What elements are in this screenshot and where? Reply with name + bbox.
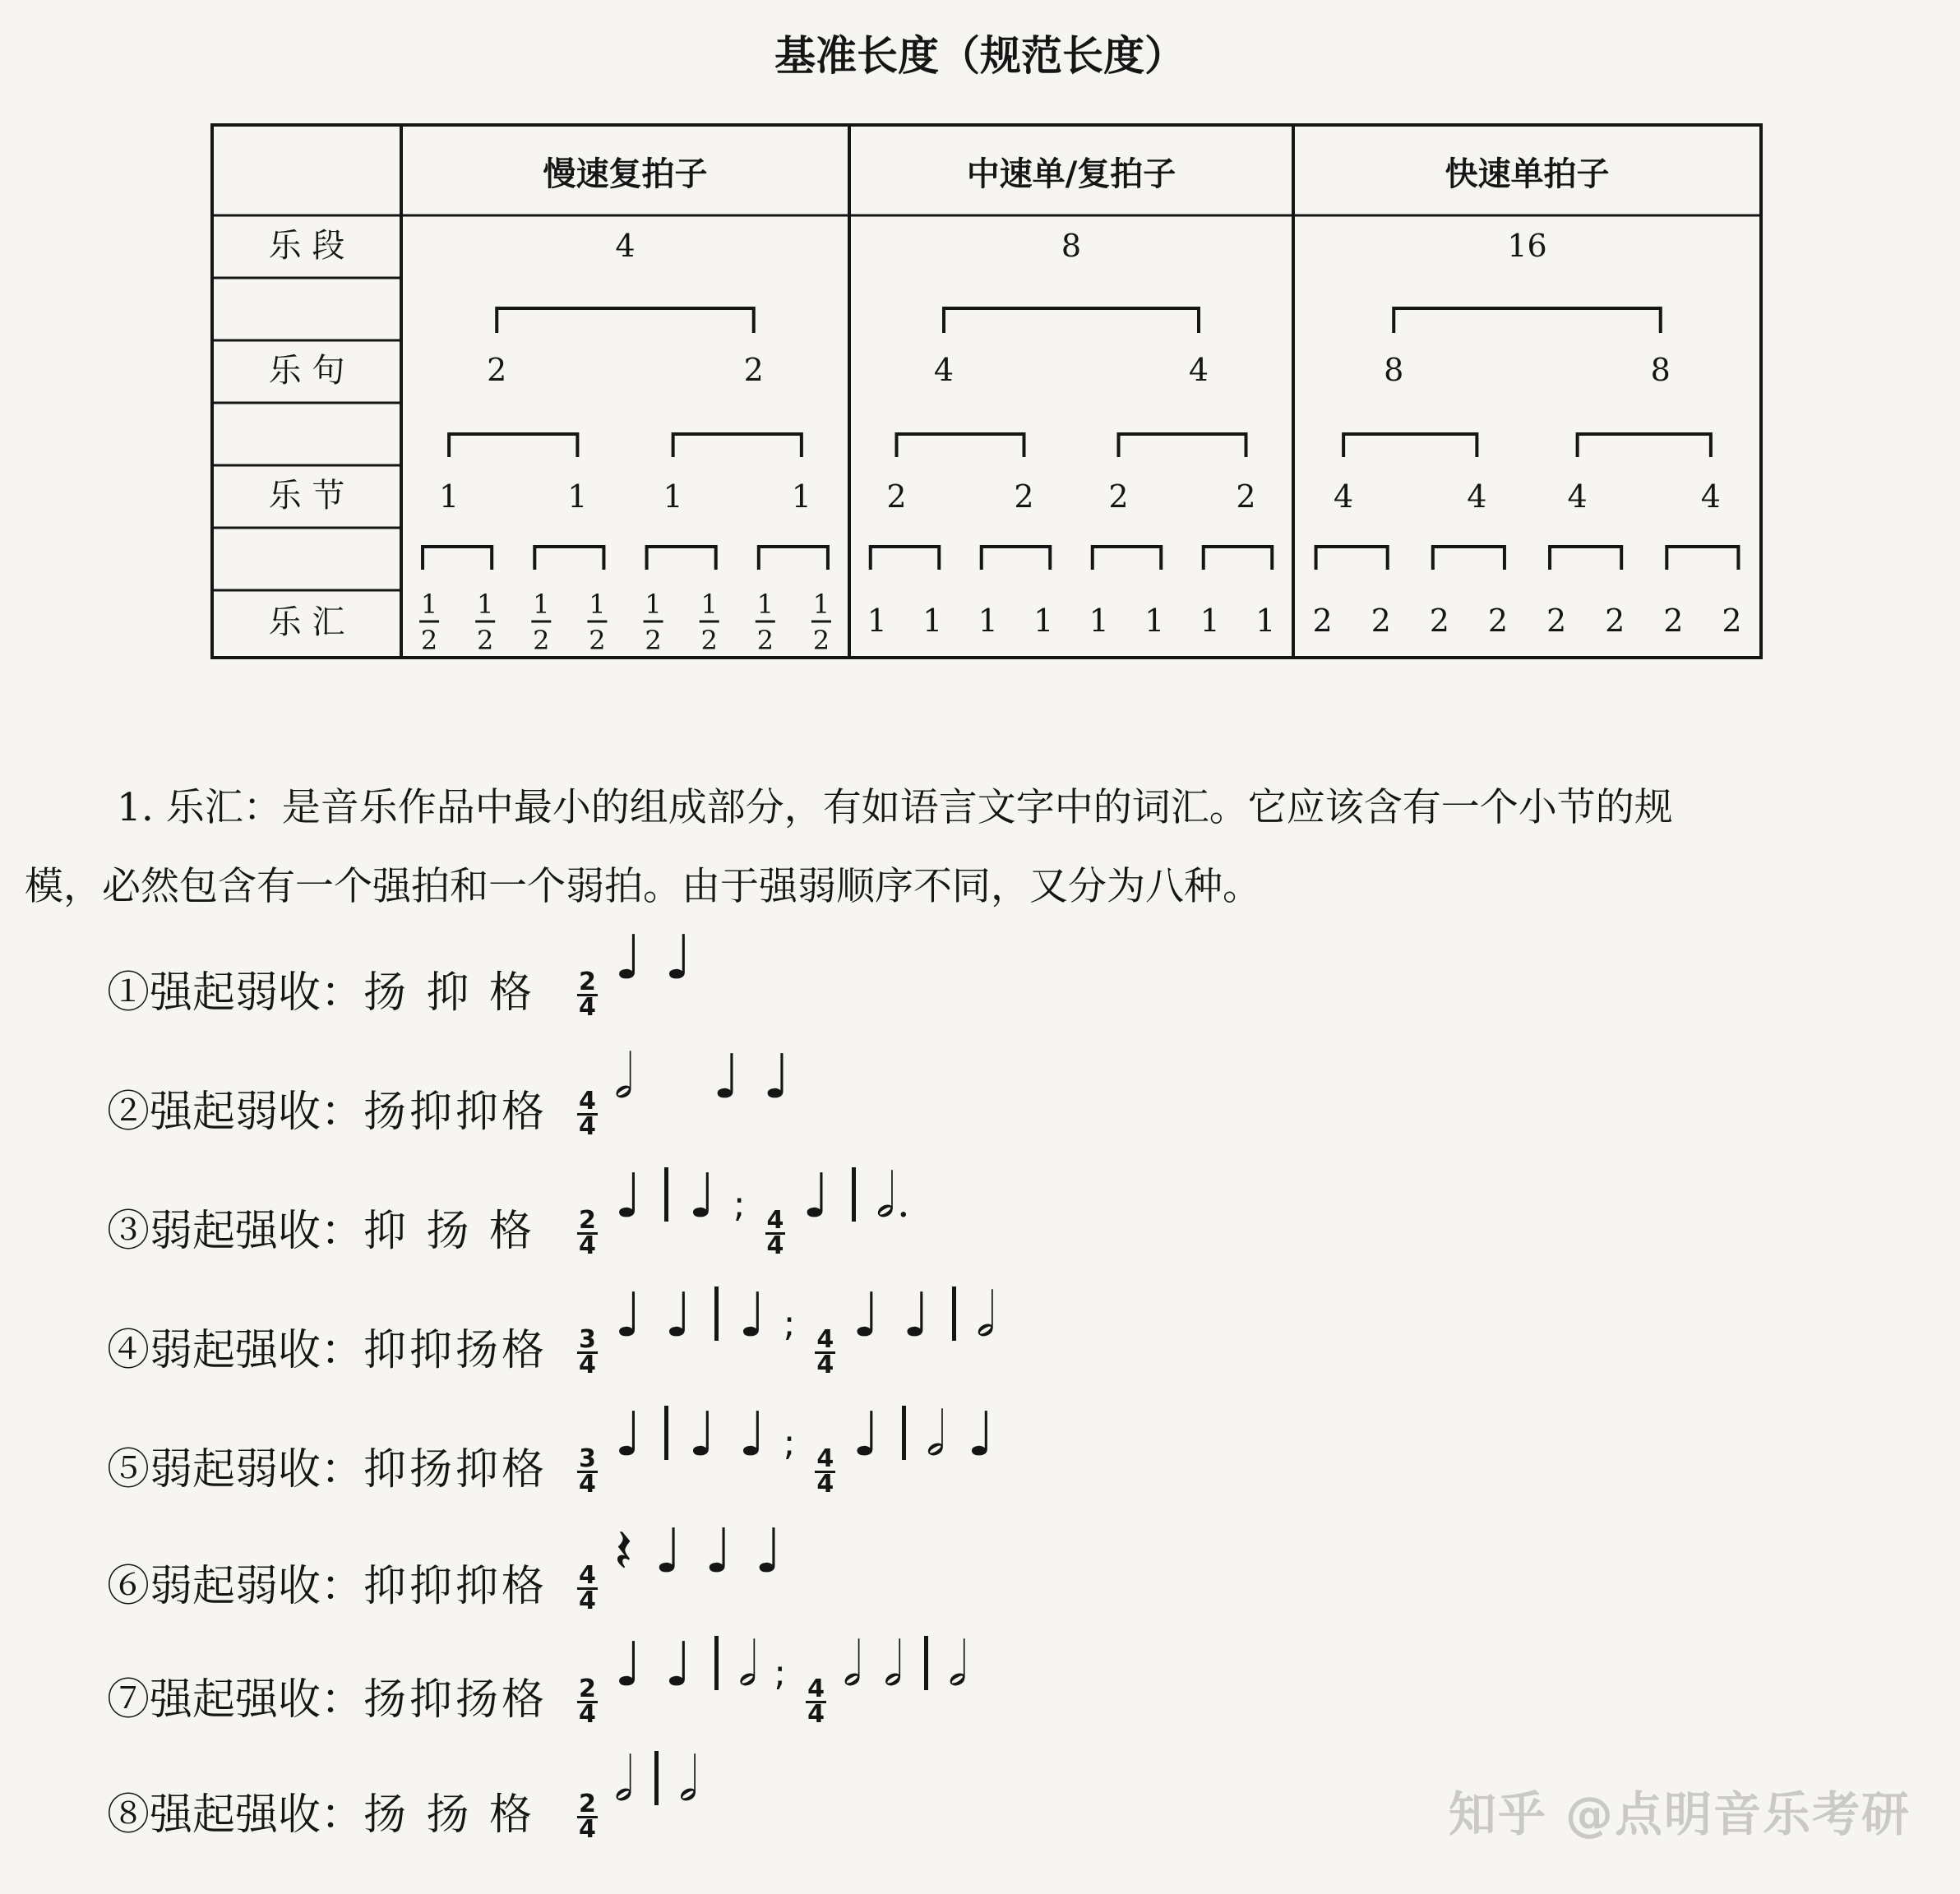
example-row-6 <box>107 1516 804 1615</box>
quarter-note: ♩ <box>663 1629 693 1700</box>
example-pattern: 扬抑抑格 <box>363 1088 548 1137</box>
length-table <box>0 0 1960 674</box>
quarter-note: ♩ <box>737 1399 767 1470</box>
ju-value-2-2: 4 <box>1188 352 1209 388</box>
row-label-2: 乐 句 <box>268 352 345 390</box>
bar-line <box>902 1406 906 1460</box>
paragraph-line-2: 模，必然包含有一个强拍和一个弱拍。由于强弱顺序不同，又分为八种。 <box>25 864 1261 909</box>
example-label: ⑥弱起弱收： <box>107 1562 364 1611</box>
example-label: ③弱起强收： <box>107 1207 364 1256</box>
half-note: 𝅗𝅥 <box>948 1629 968 1700</box>
half-note: 𝅗𝅥 <box>883 1629 904 1700</box>
quarter-rest: 𝄽 <box>613 1516 633 1587</box>
example-label: ⑤弱起弱收： <box>107 1445 364 1494</box>
bracket-jie-1-3 <box>647 547 716 570</box>
bar-line <box>664 1167 668 1222</box>
hui-value-1-7: 1 <box>756 589 774 620</box>
jie-value-2-4: 2 <box>1236 478 1256 515</box>
bracket-duan-2 <box>944 308 1199 333</box>
quarter-note: ♩ <box>654 1516 683 1587</box>
bar-line <box>924 1636 928 1690</box>
table-border <box>212 125 1761 658</box>
example-label: ④弱起强收： <box>107 1326 364 1375</box>
hui-value-3-6: 2 <box>1605 603 1625 639</box>
time-signature: $\frac{4}{4}$ <box>579 1561 596 1615</box>
example-pattern: 扬 扬 格 <box>363 1790 536 1840</box>
hui-value-3-2: 2 <box>1371 603 1391 639</box>
hui-value-2-2: 1 <box>922 603 943 639</box>
separator: ; <box>774 1652 787 1694</box>
quarter-note: ♩ <box>613 922 643 993</box>
bracket-ju-3-2 <box>1578 434 1711 457</box>
jie-value-1-1: 1 <box>439 478 460 515</box>
time-signature: $\frac{2}{4}$ <box>579 1790 596 1844</box>
quarter-note: ♩ <box>613 1629 643 1700</box>
bracket-ju-2-1 <box>897 434 1024 457</box>
example-row-3 <box>107 1161 927 1260</box>
bar-line <box>852 1167 856 1222</box>
bar-line <box>654 1751 659 1805</box>
quarter-note: ♩ <box>613 1280 643 1351</box>
example-pattern: 扬 抑 格 <box>363 968 536 1018</box>
time-signature: $\frac{4}{4}$ <box>579 1087 596 1141</box>
row-label-1: 乐 段 <box>268 227 345 265</box>
bracket-ju-1-1 <box>449 434 577 457</box>
rhythm-notation <box>577 1042 812 1141</box>
half-note: 𝅗𝅥 <box>613 1042 634 1112</box>
jie-value-1-2: 1 <box>567 478 588 515</box>
quarter-note: ♩ <box>663 1280 693 1351</box>
half-note: 𝅗𝅥 <box>842 1629 862 1700</box>
ju-value-1-1: 2 <box>487 352 507 388</box>
table-header-3: 快速单拍子 <box>1445 155 1610 193</box>
half-note: 𝅗𝅥 <box>926 1399 945 1470</box>
quarter-note: ♩ <box>852 1280 881 1351</box>
ju-value-3-1: 8 <box>1384 352 1404 388</box>
hui-denominator-1-5: 2 <box>645 625 662 656</box>
bracket-duan-1 <box>497 308 754 333</box>
bar-line <box>714 1636 719 1690</box>
rhythm-notation <box>577 1516 804 1615</box>
time-signature: $\frac{4}{4}$ <box>816 1444 834 1499</box>
duan-value-2: 8 <box>1061 228 1082 264</box>
hui-value-3-7: 2 <box>1663 603 1684 639</box>
bar-line <box>714 1287 719 1341</box>
jie-value-3-1: 4 <box>1334 478 1354 515</box>
rhythm-notation <box>577 1744 719 1844</box>
hui-value-2-5: 1 <box>1089 603 1109 639</box>
watermark: 知乎 @点明音乐考研 <box>1448 1786 1911 1842</box>
bracket-jie-2-1 <box>871 547 940 570</box>
jie-value-3-3: 4 <box>1567 478 1588 515</box>
example-label: ①强起弱收： <box>107 968 364 1018</box>
hui-denominator-1-1: 2 <box>420 625 438 656</box>
hui-denominator-1-2: 2 <box>477 625 494 656</box>
time-signature: $\frac{4}{4}$ <box>816 1325 834 1379</box>
hui-value-3-5: 2 <box>1546 603 1567 639</box>
bracket-jie-2-4 <box>1204 547 1273 570</box>
quarter-note: ♩ <box>902 1280 931 1351</box>
hui-value-2-1: 1 <box>867 603 887 639</box>
quarter-note: ♩ <box>687 1399 717 1470</box>
example-row-5 <box>107 1399 1017 1499</box>
half-note: 𝅗𝅥 <box>613 1744 634 1815</box>
bracket-ju-1-2 <box>673 434 802 457</box>
bracket-ju-2-2 <box>1119 434 1246 457</box>
jie-value-2-3: 2 <box>1108 478 1129 515</box>
time-signature: $\frac{2}{4}$ <box>579 1206 596 1260</box>
ju-value-3-2: 8 <box>1650 352 1671 388</box>
example-pattern: 抑扬抑格 <box>363 1445 548 1494</box>
bracket-jie-3-2 <box>1433 547 1505 570</box>
rhythm-notation <box>577 1280 1017 1379</box>
example-row-4 <box>107 1280 1017 1379</box>
hui-value-2-8: 1 <box>1255 603 1276 639</box>
quarter-note: ♩ <box>762 1042 792 1112</box>
bar-line <box>664 1406 668 1460</box>
hui-denominator-1-3: 2 <box>533 625 550 656</box>
quarter-note: ♩ <box>852 1399 881 1470</box>
quarter-note: ♩ <box>687 1161 717 1231</box>
half-note: 𝅗𝅥 <box>737 1629 758 1700</box>
half-note: 𝅗𝅥 <box>678 1744 698 1815</box>
time-signature: $\frac{3}{4}$ <box>579 1325 596 1379</box>
hui-value-1-3: 1 <box>533 589 550 620</box>
hui-value-1-4: 1 <box>589 589 606 620</box>
time-signature: $\frac{2}{4}$ <box>579 1675 596 1729</box>
bracket-jie-1-4 <box>759 547 828 570</box>
jie-value-3-2: 4 <box>1467 478 1487 515</box>
bracket-jie-3-4 <box>1666 547 1738 570</box>
example-pattern: 抑抑抑格 <box>363 1562 548 1611</box>
row-label-4: 乐 汇 <box>268 603 345 641</box>
bar-line <box>952 1287 956 1341</box>
separator: ; <box>783 1303 796 1345</box>
rhythm-notation <box>577 1629 989 1729</box>
example-label: ⑦强起强收： <box>107 1675 364 1725</box>
ju-value-2-1: 4 <box>933 352 955 388</box>
table-header-1: 慢速复拍子 <box>543 155 708 193</box>
hui-value-2-7: 1 <box>1200 603 1220 639</box>
hui-value-3-1: 2 <box>1312 603 1333 639</box>
hui-value-2-6: 1 <box>1144 603 1165 639</box>
quarter-note: ♩ <box>754 1516 784 1587</box>
dot: . <box>896 1179 910 1226</box>
page-title: 基准长度（规范长度） <box>774 32 1186 80</box>
jie-value-3-4: 4 <box>1700 478 1721 515</box>
dotted-half-note: 𝅗𝅥 <box>876 1161 895 1231</box>
jie-value-2-1: 2 <box>886 478 907 515</box>
paragraph-line-1: 1. 乐汇：是音乐作品中最小的组成部分，有如语言文字中的词汇。它应该含有一个小节的规 <box>117 785 1673 830</box>
quarter-note: ♩ <box>704 1516 733 1587</box>
time-signature: $\frac{4}{4}$ <box>807 1675 825 1729</box>
bracket-jie-2-3 <box>1093 547 1162 570</box>
jie-value-2-2: 2 <box>1014 478 1034 515</box>
hui-value-1-1: 1 <box>420 589 438 620</box>
jie-value-1-3: 1 <box>663 478 683 515</box>
bracket-jie-3-3 <box>1550 547 1621 570</box>
quarter-note: ♩ <box>663 922 693 993</box>
example-row-1 <box>107 922 714 1022</box>
hui-value-3-3: 2 <box>1429 603 1449 639</box>
separator: ; <box>783 1422 796 1464</box>
bracket-jie-1-2 <box>534 547 603 570</box>
example-label: ⑧强起强收： <box>107 1790 364 1840</box>
table-header-2: 中速单/复拍子 <box>966 155 1176 193</box>
hui-value-2-4: 1 <box>1033 603 1054 639</box>
separator: ; <box>733 1184 746 1226</box>
row-label-3: 乐 节 <box>268 477 345 515</box>
bracket-jie-1-1 <box>423 547 492 570</box>
intro-paragraph <box>25 769 1940 926</box>
hui-value-1-2: 1 <box>477 589 494 620</box>
bracket-duan-3 <box>1394 308 1661 333</box>
half-note: 𝅗𝅥 <box>976 1280 996 1351</box>
rhythm-notation <box>577 922 714 1022</box>
hui-value-2-3: 1 <box>978 603 998 639</box>
quarter-note: ♩ <box>966 1399 996 1470</box>
quarter-note: ♩ <box>613 1399 643 1470</box>
quarter-note: ♩ <box>802 1161 831 1231</box>
rhythm-notation <box>577 1399 1017 1499</box>
hui-value-3-8: 2 <box>1722 603 1742 639</box>
ju-value-1-2: 2 <box>743 352 764 388</box>
bracket-ju-3-1 <box>1343 434 1477 457</box>
hui-denominator-1-8: 2 <box>812 625 830 656</box>
hui-value-1-6: 1 <box>700 589 718 620</box>
rhythm-notation <box>577 1161 927 1260</box>
time-signature: $\frac{2}{4}$ <box>579 968 596 1022</box>
hui-denominator-1-4: 2 <box>589 625 606 656</box>
time-signature: $\frac{3}{4}$ <box>579 1444 596 1499</box>
bracket-jie-3-1 <box>1316 547 1388 570</box>
time-signature: $\frac{4}{4}$ <box>766 1206 784 1260</box>
example-pattern: 扬抑扬格 <box>363 1675 548 1725</box>
example-row-7 <box>107 1629 989 1729</box>
quarter-note: ♩ <box>737 1280 767 1351</box>
example-pattern: 抑抑扬格 <box>363 1326 548 1375</box>
example-label: ②强起弱收： <box>107 1088 364 1137</box>
jie-value-1-4: 1 <box>791 478 811 515</box>
duan-value-3: 16 <box>1507 228 1547 264</box>
quarter-note: ♩ <box>712 1042 742 1112</box>
example-pattern: 抑 扬 格 <box>363 1207 536 1256</box>
example-row-2 <box>107 1042 812 1141</box>
bracket-jie-2-2 <box>982 547 1051 570</box>
quarter-note: ♩ <box>613 1161 643 1231</box>
hui-value-3-4: 2 <box>1487 603 1509 639</box>
hui-value-1-5: 1 <box>645 589 662 620</box>
hui-denominator-1-6: 2 <box>700 625 718 656</box>
duan-value-1: 4 <box>615 228 636 264</box>
example-row-8 <box>107 1744 719 1844</box>
hui-denominator-1-7: 2 <box>756 625 774 656</box>
hui-value-1-8: 1 <box>812 589 830 620</box>
